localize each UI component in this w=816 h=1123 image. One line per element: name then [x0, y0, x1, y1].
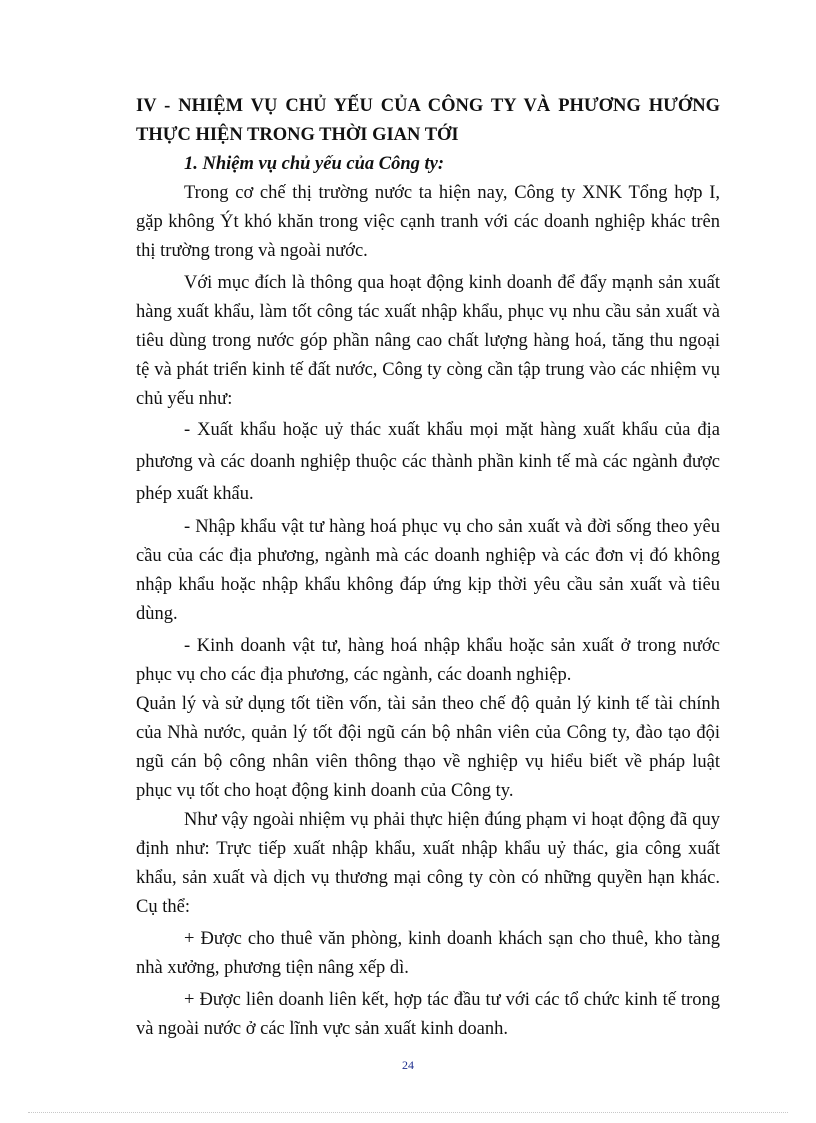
page-bottom-divider [28, 1112, 788, 1113]
section-heading-line-1: IV - NHIỆM VỤ CHỦ YẾU CỦA CÔNG TY VÀ PHƯƠNG HƯỚNG [136, 96, 720, 116]
paragraph-rights: Như vậy ngoài nhiệm vụ phải thực hiện đúng phạm vi hoạt động đã quy định như: Trực tiếp xuất nhập khẩu, xuất nhập khẩu uỷ thác, gia công xuất khẩu, sản xuất và dịch vụ thương mại công ty còn có những quyền hạn khác. Cụ thể: [136, 810, 720, 917]
paragraph-intro: Trong cơ chế thị trường nước ta hiện nay, Công ty XNK Tổng hợp I, gặp không Ýt khó khăn trong việc cạnh tranh với các doanh nghiệp khác trên thị trường trong và ngoài nước. [136, 183, 720, 261]
paragraph-right-joint-venture: + Được liên doanh liên kết, hợp tác đầu tư với các tổ chức kinh tế trong và ngoài nước ở các lĩnh vực sản xuất kinh doanh. [136, 990, 720, 1039]
paragraph-export-task: - Xuất khẩu hoặc uỷ thác xuất khẩu mọi mặt hàng xuất khẩu của địa phương và các doanh nghiệp thuộc các thành phần kinh tế mà các ngành được phép xuất khẩu. [136, 420, 720, 504]
paragraph-management: Quản lý và sử dụng tốt tiền vốn, tài sản theo chế độ quản lý kinh tế tài chính của Nhà nước, quản lý tốt đội ngũ cán bộ nhân viên của Công ty, đào tạo đội ngũ cán bộ công nhân viên thông thạo về nghiệp vụ hiểu biết về pháp luật phục vụ tốt cho hoạt động kinh doanh của Công ty. [136, 694, 720, 801]
document-body [136, 92, 720, 1044]
section-heading-line-2: THỰC HIỆN TRONG THỜI GIAN TỚI [136, 125, 459, 145]
subsection-heading: 1. Nhiệm vụ chủ yếu của Công ty: [184, 154, 445, 174]
paragraph-import-task: - Nhập khẩu vật tư hàng hoá phục vụ cho sản xuất và đời sống theo yêu cầu của các địa phương, ngành mà các doanh nghiệp và các đơn vị đó không nhập khẩu hoặc nhập khẩu không đáp ứng kịp thời yêu cầu sản xuất và tiêu dùng. [136, 517, 720, 624]
page-number: 24 [402, 1058, 414, 1072]
paragraph-right-leasing: + Được cho thuê văn phòng, kinh doanh khách sạn cho thuê, kho tàng nhà xưởng, phương tiện nâng xếp dì. [136, 929, 720, 978]
paragraph-trade-task: - Kinh doanh vật tư, hàng hoá nhập khẩu hoặc sản xuất ở trong nước phục vụ cho các địa phương, các ngành, các doanh nghiệp. [136, 636, 720, 685]
paragraph-purpose: Với mục đích là thông qua hoạt động kinh doanh để đẩy mạnh sản xuất hàng xuất khẩu, làm tốt công tác xuất nhập khẩu, phục vụ nhu cầu sản xuất và tiêu dùng trong nước góp phần nâng cao chất lượng hàng hoá, tăng thu ngoại tệ và phát triển kinh tế đất nước, Công ty còng cần tập trung vào các nhiệm vụ chủ yếu như: [136, 273, 720, 409]
